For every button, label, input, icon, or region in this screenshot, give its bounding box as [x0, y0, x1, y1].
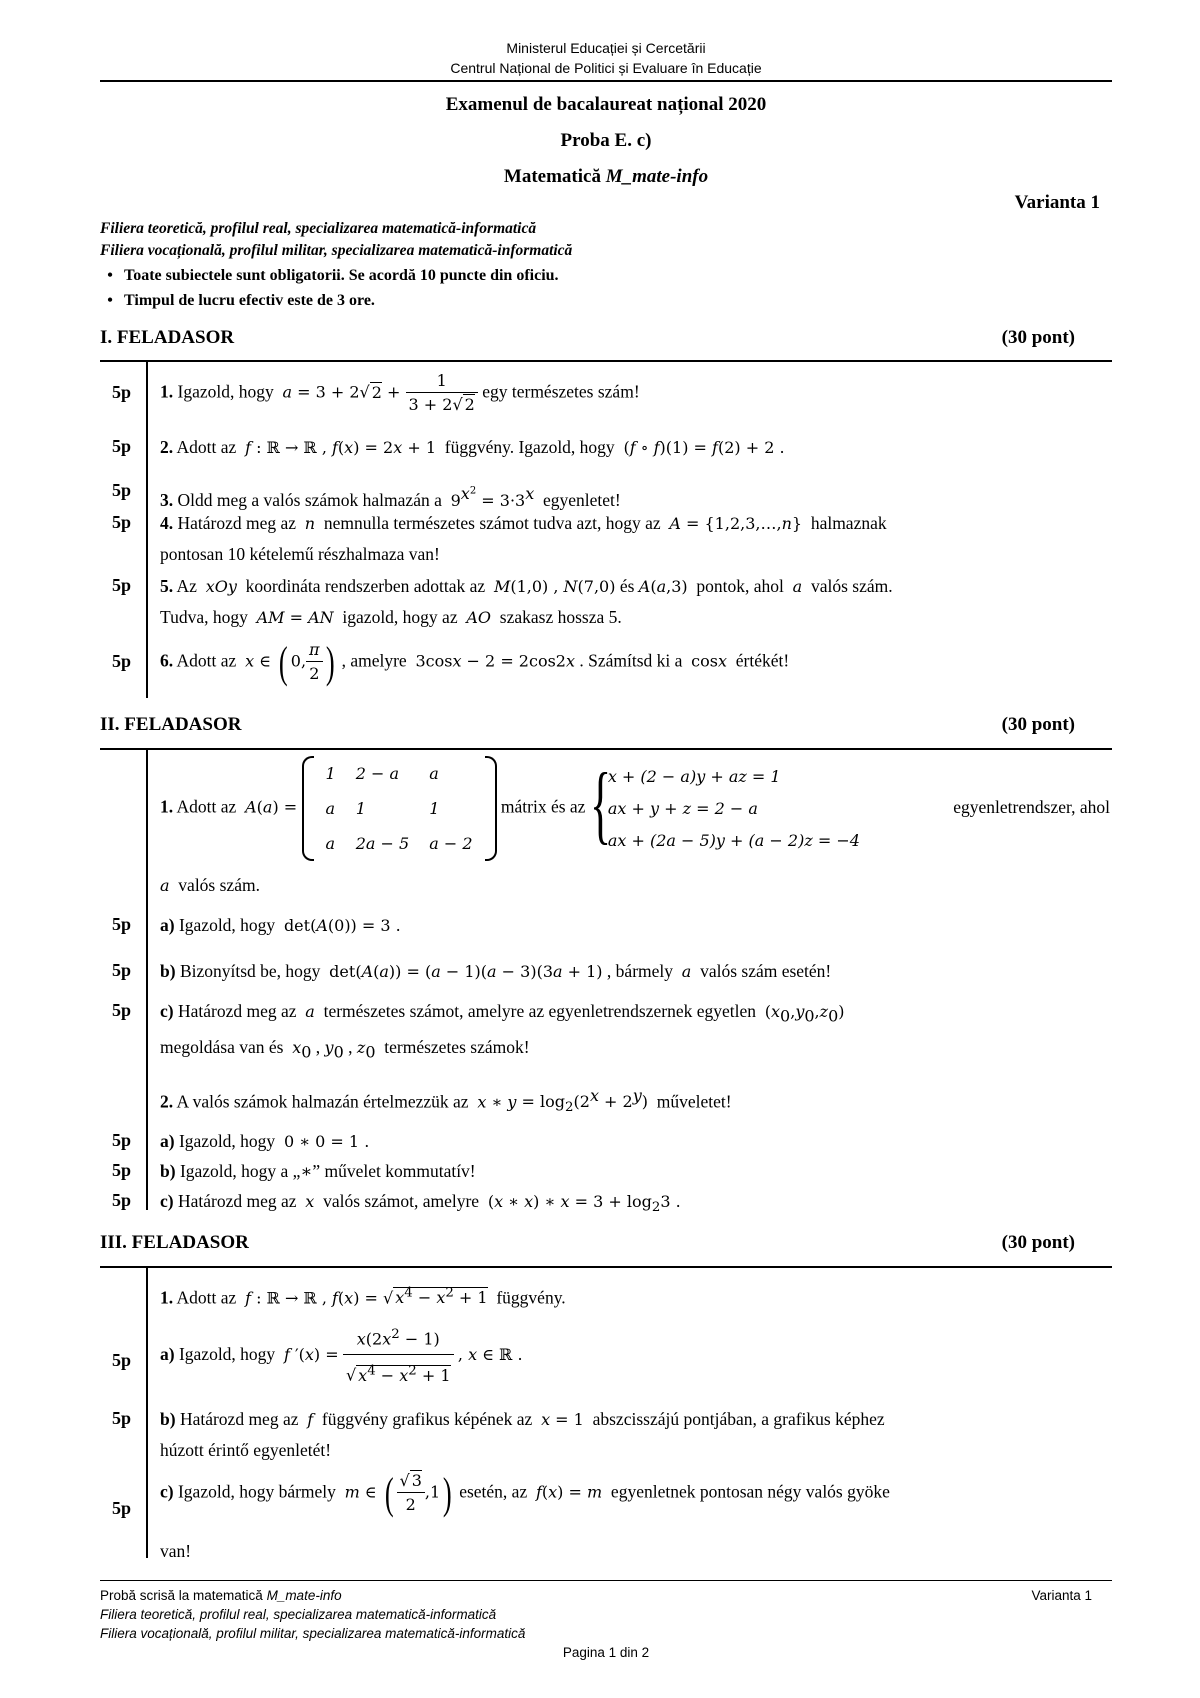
formula: m: [344, 1482, 360, 1502]
section-rule: [100, 1266, 1112, 1268]
formula: x: [468, 1344, 478, 1364]
formula: M: [493, 577, 511, 596]
question-number: 1.: [160, 381, 174, 402]
question-text: , bármely: [606, 961, 674, 981]
section-rule: [100, 360, 1112, 362]
formula: f: [535, 1482, 542, 1502]
section-1-header: [100, 327, 1075, 349]
question-number: 2.: [160, 437, 174, 457]
formula: ) =: [272, 797, 298, 817]
question-text: függvény.: [496, 1287, 566, 1308]
question-text: Igazold, hogy: [178, 1343, 276, 1364]
score-label: 5p: [112, 1408, 132, 1428]
question-text: természetes számot, amelyre az egyenletrendszernek egyetlen: [323, 1001, 756, 1021]
formula: A: [669, 514, 681, 533]
footer-line-2: Filiera teoretică, profilul real, specializarea matematică-informatică: [100, 1607, 497, 1622]
formula: (0)) = 3 .: [327, 916, 401, 935]
formula: − 1)(: [440, 962, 488, 981]
section-title: I. FELADASOR: [100, 327, 235, 348]
formula: x: [560, 1192, 570, 1211]
question-text: . Számítsd ki a: [579, 650, 683, 671]
formula: AO: [466, 608, 492, 627]
question-text: van!: [160, 1541, 192, 1561]
formula: f: [245, 438, 251, 457]
s1-q4: [160, 508, 1110, 570]
formula: (: [487, 1192, 495, 1211]
formula: = $\log_2(2^x + 2^y)$: [516, 1086, 649, 1116]
question-number: c): [160, 1001, 174, 1021]
question-text: pontok, ahol: [696, 576, 784, 596]
question-text: mátrix és az: [500, 796, 586, 817]
score-label: 5p: [112, 651, 132, 671]
formula: a: [553, 962, 563, 981]
question-text: valós szám.: [810, 576, 893, 596]
question-number: 5.: [160, 576, 174, 596]
formula: ,3): [666, 577, 688, 596]
footer-line-1: [100, 1586, 1112, 1605]
question-number: a): [160, 1343, 175, 1364]
formula: 0,: [290, 651, 307, 671]
s3-q1a: [160, 1320, 1110, 1392]
s2-q1c: c) Határozd meg az a természetes számot, amelyre az egyenletrendszernek egyetlen $(x_0,y_0,z_0)$ megoldása van és $x_0$ , $y_0$ , $z_0$ természetes számok!: [160, 1001, 845, 1061]
formula: + 1: [402, 438, 436, 457]
formula: = $3 + \log_23$ .: [569, 1192, 681, 1216]
formula: ∈ ℝ .: [477, 1344, 523, 1364]
equation-system: { x + (2 − a)y + az = 1 ax + y + z = 2 − a ax + (2a − 5)y + (a − 2)z = −4: [589, 755, 860, 853]
formula: ∗: [503, 1192, 525, 1211]
section-3-bar: [146, 1268, 148, 1558]
question-number: b): [160, 961, 176, 981]
section-3-header: [100, 1232, 1075, 1254]
question-number: 3.: [160, 489, 174, 510]
question-text: valós szám.: [178, 875, 260, 895]
formula: x: [393, 438, 403, 457]
question-number: 2.: [160, 1091, 174, 1112]
formula: cos: [691, 651, 718, 671]
formula: = 3 + 2√ 2 +: [292, 382, 406, 402]
section-points: (30 pont): [1001, 1232, 1075, 1253]
formula: x: [477, 1092, 487, 1112]
question-text: Tudva, hogy: [160, 607, 248, 627]
question-text: Adott az: [176, 1287, 237, 1308]
formula: ) =: [557, 1482, 587, 1502]
formula: a: [305, 1002, 315, 1021]
formula: (: [373, 962, 380, 981]
score-label: 5p: [112, 382, 132, 402]
formula: a: [487, 962, 497, 981]
s2-q2a: [160, 1126, 1110, 1157]
page-number: Pagina 1 din 2: [562, 1645, 650, 1660]
question-text: egyenletnek pontosan négy valós gyöke: [610, 1481, 890, 1502]
question-number: 6.: [160, 650, 174, 671]
question-text: természetes számok!: [384, 1036, 530, 1057]
formula: det(: [329, 962, 362, 981]
s1-q6: [160, 639, 1110, 686]
question-text: Adott az: [176, 796, 237, 817]
formula: f: [283, 1344, 290, 1364]
instructions-list: [96, 263, 559, 313]
formula: x: [565, 651, 575, 671]
s3-q1: [160, 1278, 1110, 1313]
fraction: $\frac{1}{3 + 2√ 2}$: [406, 370, 478, 417]
formula: f: [307, 1410, 314, 1429]
formula: x: [717, 651, 728, 671]
formula: (: [256, 797, 263, 817]
formula: (: [623, 438, 630, 457]
question-text: Oldd meg a valós számok halmazán a: [177, 489, 442, 510]
question-number: b): [160, 1409, 176, 1429]
formula: − 2 = 2cos2: [461, 651, 566, 671]
divider: [146, 1068, 148, 1070]
score-label: 5p: [112, 1498, 132, 1518]
instruction-item: • Timpul de lucru efectiv este de 3 ore.: [96, 288, 559, 313]
subject-prefix: Matematică: [503, 166, 606, 187]
question-number: a): [160, 1131, 175, 1151]
formula: x: [344, 1288, 354, 1308]
formula: x: [344, 438, 354, 457]
formula: y: [507, 1092, 517, 1112]
variant-label: Varianta 1: [1014, 192, 1100, 213]
section-title: II. FELADASOR: [100, 714, 242, 735]
score-label: 5p: [112, 914, 132, 934]
formula: = {1,2,3,…,: [680, 514, 782, 533]
formula: ): [443, 1469, 452, 1518]
formula: a: [282, 382, 293, 402]
question-text: igazold, hogy az: [342, 607, 458, 627]
formula: a: [681, 962, 692, 981]
s2-q1-cont: [160, 870, 1110, 901]
formula: x: [771, 1002, 781, 1021]
question-number: c): [160, 1191, 174, 1211]
formula: f: [332, 438, 338, 457]
formula: x: [494, 1192, 504, 1211]
question-text: Határozd meg az: [177, 1001, 297, 1021]
s1-q2: [160, 432, 1110, 463]
question-text: Határozd meg az: [177, 513, 297, 533]
subject-title: [100, 166, 1112, 188]
question-text: egy természetes szám!: [482, 381, 640, 402]
formula: f: [712, 438, 718, 457]
s3-q1c-cont: [160, 1536, 1110, 1567]
formula: x: [452, 651, 462, 671]
formula: )(1) =: [659, 438, 713, 457]
score-label: 5p: [112, 1000, 132, 1020]
formula: det(: [283, 916, 317, 935]
footer-rule: [100, 1580, 1112, 1581]
formula: (1,0) ,: [510, 577, 564, 596]
question-text: Igazold, hogy: [177, 381, 274, 402]
formula: x: [292, 1037, 302, 1057]
formula: 0 ∗ 0 = 1 .: [283, 1132, 370, 1151]
question-text: Igazold, hogy: [178, 915, 276, 935]
score-label: 5p: [112, 480, 132, 500]
formula: xOy: [205, 577, 237, 596]
formula: a: [160, 876, 170, 895]
formula: f: [245, 1288, 251, 1308]
formula: ′(: [289, 1344, 305, 1364]
s2-q2: [160, 1080, 1110, 1124]
exam-title: Examenul de bacalaureat național 2020: [445, 94, 767, 115]
s2-q1a: [160, 910, 1110, 941]
subject-code: M_mate-info: [605, 166, 709, 187]
formula: a: [262, 797, 273, 817]
section-title: III. FELADASOR: [100, 1232, 249, 1253]
question-text: szakasz hossza 5.: [499, 607, 622, 627]
s3-q1c: [160, 1470, 1110, 1517]
question-text: Bizonyítsd be, hogy: [179, 961, 321, 981]
formula: (: [337, 438, 345, 457]
question-text: Határozd meg az: [179, 1409, 299, 1429]
formula: ,: [457, 1344, 469, 1364]
formula: (: [764, 1002, 771, 1021]
formula: ) = √ $x^4 - x^2 + 1$: [353, 1286, 488, 1308]
formula: = 1: [550, 1410, 584, 1429]
question-text: műveletet!: [656, 1091, 732, 1112]
formula: ∈: [359, 1482, 382, 1502]
formula: x: [541, 1410, 551, 1429]
formula: : ℝ → ℝ ,: [251, 438, 332, 457]
formula: a: [431, 962, 441, 981]
question-text: valós számot, amelyre: [323, 1191, 480, 1211]
score-label: 5p: [112, 512, 132, 532]
footer-variant: Varianta 1: [1031, 1588, 1092, 1603]
formula: AM: [256, 608, 285, 627]
formula: ) = 2: [353, 438, 394, 457]
formula: a: [656, 577, 667, 596]
formula: x: [304, 1344, 314, 1364]
question-text: pontosan 10 kételemű részhalmaza van!: [160, 544, 440, 564]
formula: $9^{x^2} = 3\cdot 3^x$: [450, 484, 535, 510]
probe-title: Proba E. c): [560, 130, 652, 151]
question-number: 1.: [160, 796, 174, 817]
formula: a: [792, 577, 803, 596]
header-rule: [100, 80, 1112, 82]
s2-q1: [160, 756, 1110, 861]
formula: A: [245, 797, 257, 817]
formula: : ℝ → ℝ ,: [251, 1288, 332, 1308]
s2-q2b: [160, 1156, 1110, 1187]
fraction: $\frac{\pi}{2}$: [306, 639, 323, 686]
filiera-1: Filiera teoretică, profilul real, specializarea matematică-informatică: [100, 220, 537, 237]
section-points: (30 pont): [1001, 327, 1075, 348]
formula: x: [524, 1192, 534, 1211]
question-text: , amelyre: [341, 650, 407, 671]
question-text: függvény grafikus képének az: [321, 1409, 533, 1429]
question-number: c): [160, 1481, 174, 1502]
formula: )) = (: [388, 962, 432, 981]
question-text: Határozd meg az: [177, 1191, 297, 1211]
question-text: halmaznak: [810, 513, 887, 533]
score-label: 5p: [112, 1160, 132, 1180]
fraction: $\frac{x(2x^2 - 1)}{√ x^4 - x^2 + 1}$: [343, 1320, 454, 1392]
s1-q5: 5. Az xOy koordináta rendszerben adottak az M(1,0) , N(7,0) és A(a,3) pontok, ahol a valós szám. Tudva, hogy AM = AN igazold, hogy az AO szakasz hossza 5.: [160, 576, 893, 627]
formula: (: [384, 1469, 394, 1518]
section-2-bar: [146, 750, 148, 1210]
formula: f: [332, 1288, 338, 1308]
question-text: húzott érintő egyenletét!: [160, 1440, 332, 1460]
footer: [100, 1586, 1112, 1662]
formula: f: [629, 438, 636, 457]
question-text: abszcisszájú pontjában, a grafikus képhez: [592, 1409, 885, 1429]
question-text: Igazold, hogy bármely: [177, 1481, 336, 1502]
formula: (7,0): [577, 577, 616, 596]
s3-q1b: [160, 1404, 1110, 1466]
question-number: 1.: [160, 1287, 174, 1308]
formula: x: [305, 1192, 315, 1211]
formula: ∘: [635, 438, 654, 457]
section-points: (30 pont): [1001, 714, 1075, 735]
question-text: A valós számok halmazán értelmezzük az: [176, 1091, 469, 1112]
formula: f: [653, 438, 660, 457]
s2-q1b: [160, 956, 1110, 987]
question-text: értékét!: [735, 650, 790, 671]
question-text: Igazold, hogy a „∗” művelet kommutatív!: [179, 1161, 476, 1181]
formula: (2) + 2 .: [717, 438, 785, 457]
formula: n: [781, 514, 792, 533]
question-text: valós szám esetén!: [700, 961, 832, 981]
score-label: 5p: [112, 1190, 132, 1210]
s1-q1: [160, 370, 1110, 417]
formula: ∗: [486, 1092, 508, 1112]
formula: 3cos: [415, 651, 453, 671]
matrix: 1 2 − a a a 1 1 a 2a − 5 a − 2: [302, 756, 497, 861]
formula: (: [541, 1482, 549, 1502]
question-text: Adott az: [176, 650, 237, 671]
formula: AN: [308, 608, 334, 627]
fraction: $\frac{√ 3}{2}$: [397, 1470, 425, 1517]
question-text: függvény. Igazold, hogy: [444, 437, 615, 457]
s2-q2c: [160, 1186, 1110, 1223]
formula: − 3)(3: [496, 962, 553, 981]
formula: (: [279, 638, 288, 687]
question-text: Igazold, hogy: [178, 1131, 276, 1151]
question-number: b): [160, 1161, 176, 1181]
instruction-item: • Toate subiectele sunt obligatorii. Se acordă 10 puncte din oficiu.: [96, 263, 559, 288]
question-text: nemnulla természetes számot tudva azt, hogy az: [323, 513, 661, 533]
section-2-header: [100, 714, 1075, 736]
formula: m: [587, 1482, 603, 1502]
question-number: a): [160, 915, 175, 935]
formula: ∈: [254, 651, 277, 671]
formula: a: [379, 962, 389, 981]
footer-text: Probă scrisă la matematică: [100, 1588, 267, 1603]
formula: ) =: [313, 1344, 339, 1364]
formula: n: [304, 514, 316, 533]
formula: ): [325, 638, 335, 687]
formula: N: [563, 577, 578, 596]
formula: x: [548, 1482, 558, 1502]
formula: A: [361, 962, 374, 981]
footer-text: M_mate-info: [266, 1588, 342, 1603]
score-label: 5p: [112, 960, 132, 980]
ministry-name: Ministerul Educației și Cercetării: [506, 40, 706, 56]
question-text: egyenletet!: [543, 489, 621, 510]
formula: }: [791, 514, 803, 533]
filiera-2: Filiera vocațională, profilul militar, specializarea matematică-informatică: [100, 242, 573, 259]
score-label: 5p: [112, 575, 132, 595]
formula: ,1: [424, 1482, 441, 1502]
formula: x: [245, 651, 255, 671]
formula: A: [316, 916, 328, 935]
question-text: esetén, az: [459, 1481, 528, 1502]
formula: =: [284, 608, 309, 627]
question-text: egyenletrendszer, ahol: [953, 797, 1110, 817]
question-text: koordináta rendszerben adottak az: [245, 576, 486, 596]
formula: (: [337, 1288, 345, 1308]
formula: A: [638, 577, 651, 596]
formula: ) ∗: [533, 1192, 561, 1211]
question-number: 4.: [160, 513, 174, 533]
center-name: Centrul Național de Politici și Evaluare în Educație: [450, 60, 762, 76]
score-label: 5p: [112, 1130, 132, 1150]
question-text: Az: [176, 576, 197, 596]
score-label: 5p: [112, 436, 132, 456]
section-1-bar: [146, 362, 148, 698]
question-text: Adott az: [176, 437, 237, 457]
score-label: 5p: [112, 1350, 132, 1370]
footer-line-3: Filiera vocațională, profilul militar, specializarea matematică-informatică: [100, 1626, 526, 1641]
formula: (: [650, 577, 657, 596]
section-rule: [100, 748, 1112, 750]
formula: + 1): [562, 962, 603, 981]
question-text: megoldása van és: [160, 1036, 284, 1057]
